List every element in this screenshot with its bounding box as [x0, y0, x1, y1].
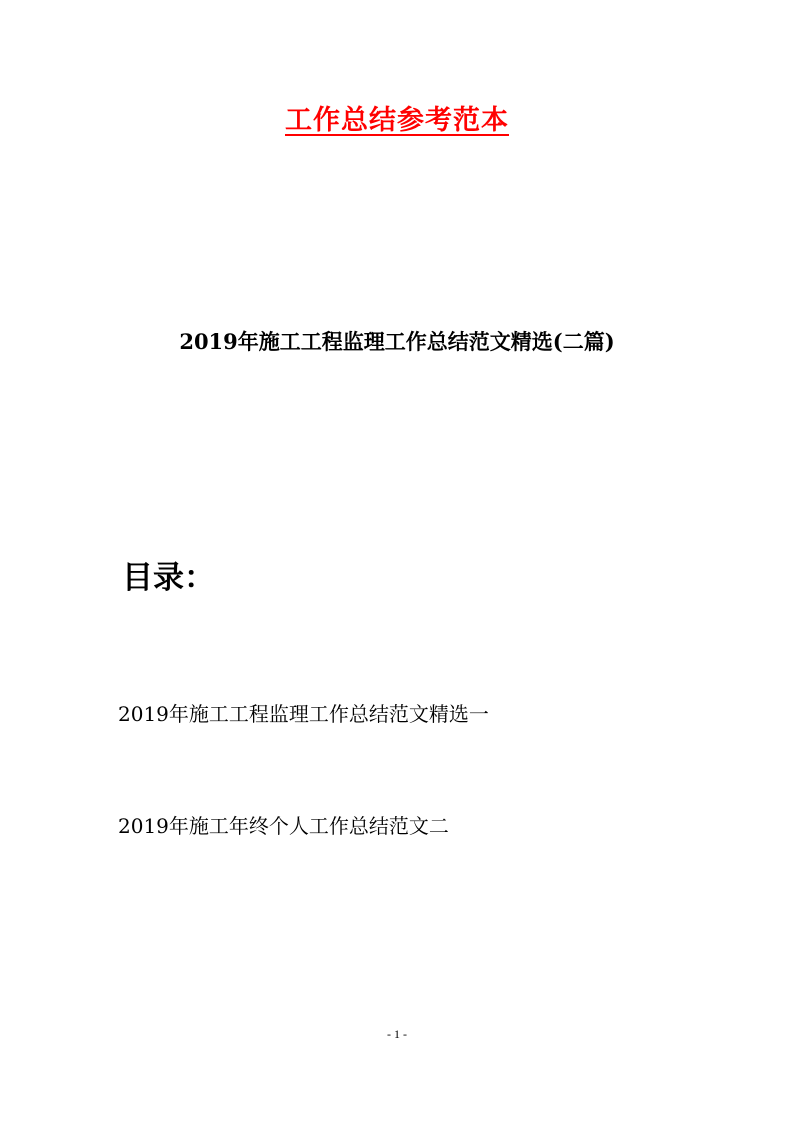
toc-heading: 目录：: [122, 560, 215, 596]
page-number: - 1 -: [387, 1027, 407, 1041]
toc-list: [118, 700, 489, 840]
toc-item-2[interactable]: 2019年施工年终个人工作总结范文二: [118, 814, 449, 838]
toc-item-1[interactable]: 2019年施工工程监理工作总结范文精选一: [118, 702, 489, 726]
document-title: 2019年施工工程监理工作总结范文精选(二篇): [179, 329, 615, 354]
header-title: 工作总结参考范本: [285, 105, 509, 136]
